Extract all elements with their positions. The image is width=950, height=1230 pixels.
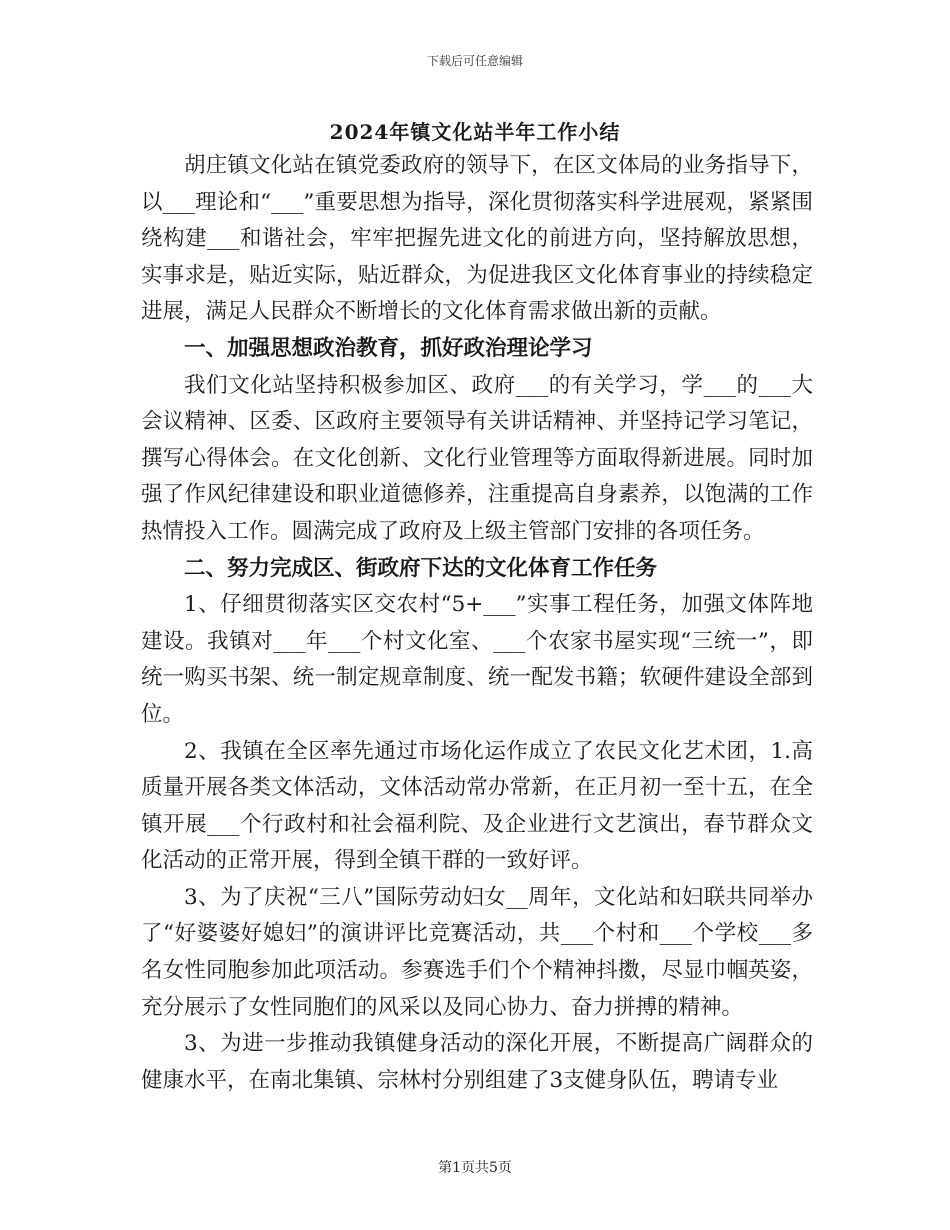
paragraph-item-2: 2、我镇在全区率先通过市场化运作成立了农民文化艺术团，1.高质量开展各类文体活动，文体活动常办常新，在正月初一至十五，在全镇开展___个行政村和社会福利院、及企业进行文艺演出，春节群众文化活动的正常开展，得到全镇干群的一致好评。 <box>141 738 813 874</box>
paragraph-study: 我们文化站坚持积极参加区、政府___的有关学习，学___的___大会议精神、区委、区政府主要领导有关讲话精神、并坚持记学习笔记，撰写心得体会。在文化创新、文化行业管理等方面取得新进展。同时加强了作风纪律建设和职业道德修养，注重提高自身素养，以饱满的工作热情投入工作。圆满完成了政府及上级主管部门安排的各项任务。 <box>141 372 813 544</box>
paragraph-item-1: 1、仔细贯彻落实区交农村“5+___”实事工程任务，加强文体阵地建设。我镇对___年___个村文化室、___个农家书屋实现“三统一”，即统一购买书架、统一制定规章制度、统一配发书籍；软硬件建设全部到位。 <box>141 592 813 727</box>
section-heading-1: 一、加强思想政治教育，抓好政治理论学习 <box>184 335 593 361</box>
section-heading-2: 二、努力完成区、街政府下达的文化体育工作任务 <box>184 555 658 581</box>
paragraph-intro: 胡庄镇文化站在镇党委政府的领导下，在区文体局的业务指导下，以___理论和“___”重要思想为指导，深化贯彻落实科学进展观，紧紧围绕构建___和谐社会，牢牢把握先进文化的前进方向，坚持解放思想，实事求是，贴近实际，贴近群众，为促进我区文化体育事业的持续稳定进展，满足人民群众不断增长的文化体育需求做出新的贡献。 <box>141 153 813 325</box>
page-header-note: 下载后可任意编辑 <box>426 54 523 68</box>
paragraph-item-3b: 3、为进一步推动我镇健身活动的深化开展，不断提高广阔群众的健康水平，在南北集镇、宗林村分别组建了3支健身队伍，聘请专业 <box>141 1031 813 1093</box>
document-body <box>141 148 813 1099</box>
document-title: 2024年镇文化站半年工作小结 <box>329 120 621 144</box>
page-footer: 第1页共5页 <box>438 1160 512 1176</box>
paragraph-item-3a: 3、为了庆祝“三八”国际劳动妇女__周年，文化站和妇联共同举办了“好婆婆好媳妇”的演讲评比竞赛活动，共___个村和___个学校___多名女性同胞参加此项活动。参赛选手们个个精神抖擞，尽显巾帼英姿，充分展示了女性同胞们的风采以及同心协力、奋力拼搏的精神。 <box>141 884 813 1020</box>
